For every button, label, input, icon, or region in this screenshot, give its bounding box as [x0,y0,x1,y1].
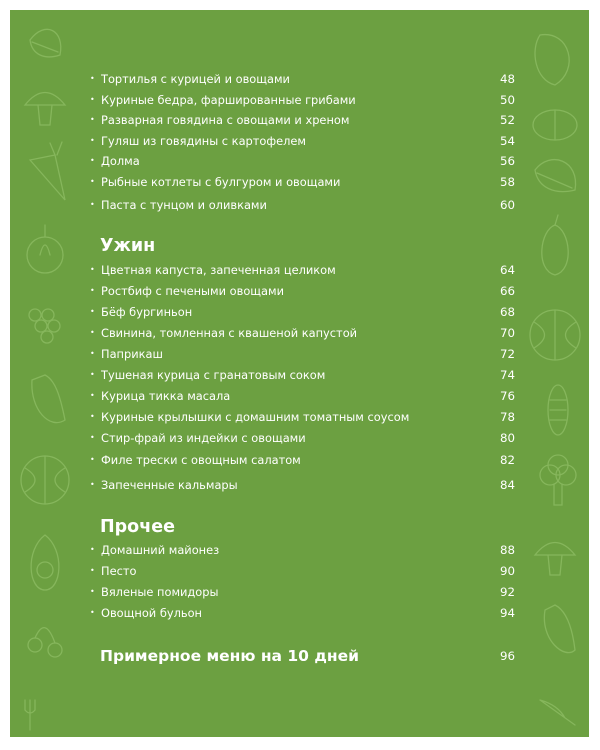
toc-entry-title: Разварная говядина с овощами и хреном [101,113,350,127]
bullet: • [90,433,95,442]
toc-entry[interactable] [90,562,515,580]
toc-entry[interactable] [90,408,515,426]
bullet: • [90,115,95,124]
toc-entry-page: 80 [499,431,515,445]
toc-entry[interactable] [90,324,515,342]
toc-entry[interactable] [90,282,515,300]
toc-entry-page: 58 [499,175,515,189]
bullet: • [90,370,95,379]
toc-entry-page: 74 [499,368,515,382]
sample-menu-page: 96 [499,649,515,663]
bullet: • [90,156,95,165]
toc-entry-page: 66 [499,284,515,298]
toc-entry-title: Ростбиф с печеными овощами [101,284,285,298]
toc-entry[interactable] [90,152,515,170]
toc-entry[interactable] [90,541,515,559]
toc-entry-title: Курица тикка масала [101,389,231,403]
toc-entry-page: 94 [499,606,515,620]
toc-entry-title: Куриные крылышки с домашним томатным соусом [101,410,410,424]
toc-entry-title: Гуляш из говядины с картофелем [101,134,307,148]
bullet: • [90,587,95,596]
bullet: • [90,136,95,145]
bullet: • [90,566,95,575]
toc-entry[interactable] [90,387,515,405]
bullet: • [90,391,95,400]
bullet: • [90,307,95,316]
bullet: • [90,265,95,274]
toc-entry-title: Долма [101,154,140,168]
bullet: • [90,545,95,554]
toc-entry[interactable] [90,604,515,622]
toc-entry[interactable] [90,476,515,494]
toc-entry-page: 64 [499,263,515,277]
toc-entry[interactable] [90,429,515,447]
bullet: • [90,480,95,489]
toc-entry-page: 60 [499,198,515,212]
toc-entry-page: 52 [499,113,515,127]
toc-entry[interactable] [90,70,515,88]
toc-entry-page: 68 [499,305,515,319]
toc-entry[interactable] [90,303,515,321]
toc-entry-page: 76 [499,389,515,403]
toc-entry-page: 84 [499,478,515,492]
toc-entry-page: 82 [499,453,515,467]
toc-entry[interactable] [90,132,515,150]
toc-entry-title: Филе трески с овощным салатом [101,453,301,467]
section-heading-other: Прочее [100,517,175,537]
toc-entry-page: 78 [499,410,515,424]
toc-entry-page: 70 [499,326,515,340]
toc-entry[interactable] [90,366,515,384]
toc-entry-title: Паприкаш [101,347,163,361]
toc-entry-title: Домашний майонез [101,543,220,557]
bullet: • [90,95,95,104]
bullet: • [90,328,95,337]
bullet: • [90,74,95,83]
book-page [10,10,589,737]
toc-entry-title: Стир-фрай из индейки с овощами [101,431,306,445]
bullet: • [90,200,95,209]
toc-entry[interactable] [90,261,515,279]
toc-entry[interactable] [90,111,515,129]
toc-entry-title: Рыбные котлеты с булгуром и овощами [101,175,341,189]
toc-entry-title: Вяленые помидоры [101,585,219,599]
bullet: • [90,286,95,295]
toc-entry-page: 92 [499,585,515,599]
toc-entry-page: 50 [499,93,515,107]
toc-entry-page: 54 [499,134,515,148]
bullet: • [90,349,95,358]
toc-entry-title: Паста с тунцом и оливками [101,198,267,212]
toc-entry[interactable] [90,451,515,469]
toc-entry-page: 72 [499,347,515,361]
toc-entry-page: 88 [499,543,515,557]
toc-entry-title: Свинина, томленная с квашеной капустой [101,326,358,340]
toc-entry-title: Запеченные кальмары [101,478,238,492]
bullet: • [90,177,95,186]
toc-entry-page: 56 [499,154,515,168]
toc-entry-sample-menu[interactable] [100,645,515,667]
toc-entry-title: Тортилья с курицей и овощами [101,72,290,86]
bullet: • [90,455,95,464]
toc-entry-title: Песто [101,564,137,578]
toc-entry[interactable] [90,173,515,191]
toc-entry-title: Куриные бедра, фаршированные грибами [101,93,356,107]
toc-entry-page: 48 [499,72,515,86]
section-heading-dinner: Ужин [100,236,156,256]
toc-entry[interactable] [90,91,515,109]
toc-entry-title: Цветная капуста, запеченная целиком [101,263,336,277]
toc-entry-page: 90 [499,564,515,578]
toc-entry-title: Тушеная курица с гранатовым соком [101,368,326,382]
toc-entry-title: Бёф бургиньон [101,305,193,319]
bullet: • [90,608,95,617]
toc-entry[interactable] [90,345,515,363]
toc-entry-title: Овощной бульон [101,606,202,620]
toc-entry[interactable] [90,196,515,214]
toc-entry[interactable] [90,583,515,601]
table-of-contents [10,10,589,737]
bullet: • [90,412,95,421]
sample-menu-title: Примерное меню на 10 дней [100,647,359,665]
